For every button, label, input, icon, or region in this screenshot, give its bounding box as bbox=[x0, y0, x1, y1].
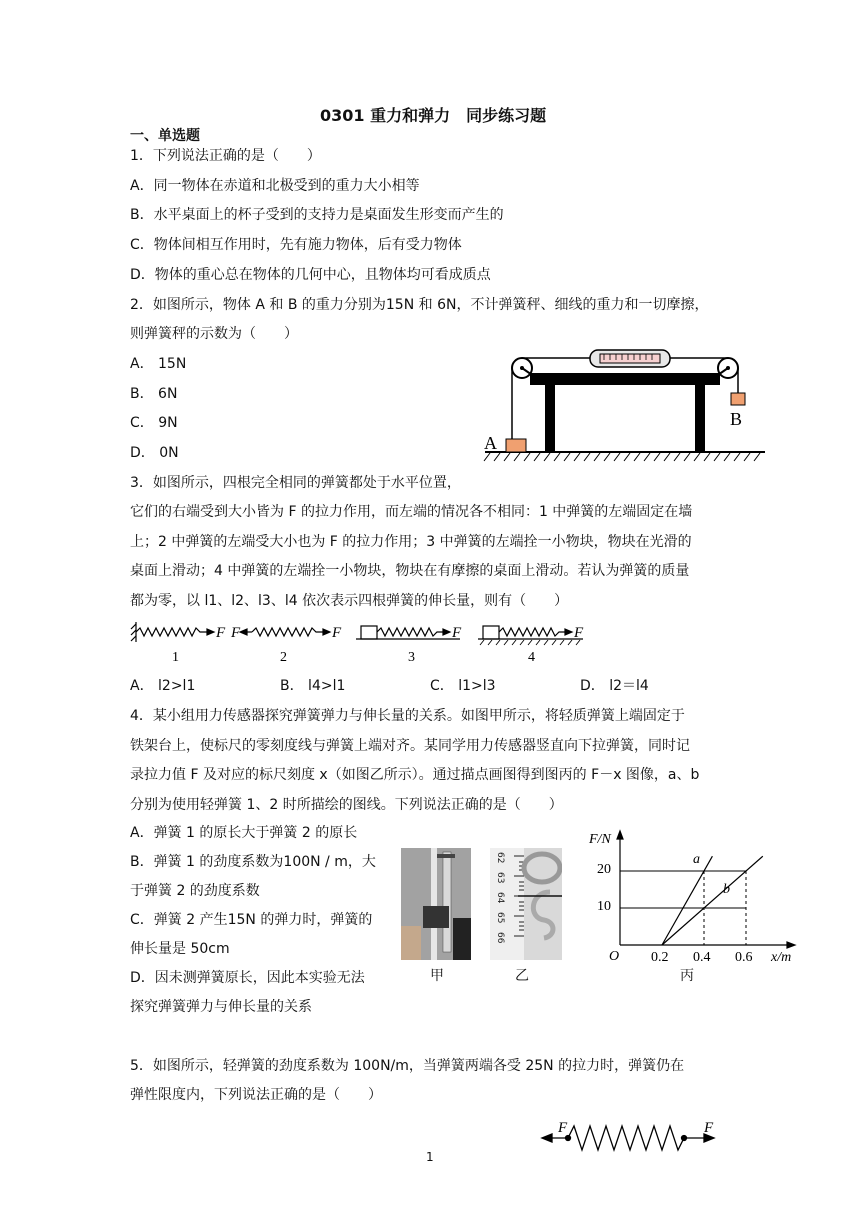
q4-stem-line4: 分别为使用轻弹簧 1、2 时所描绘的图线。下列说法正确的是（ ） bbox=[130, 797, 563, 813]
q4-stem-line2: 铁架台上，使标尺的零刻度线与弹簧上端对齐。某同学用力传感器竖直向下拉弹簧，同时记 bbox=[130, 738, 690, 754]
spring2-left-force-label: F bbox=[231, 625, 241, 641]
ruler-tick-66: 66 bbox=[495, 932, 505, 944]
spring4-force-label: F bbox=[574, 625, 584, 641]
graph-xtick-0.2: 0.2 bbox=[651, 950, 669, 965]
photo-jia bbox=[401, 848, 471, 960]
graph-line-a-label: a bbox=[693, 852, 700, 867]
q4-option-b-line1: B．弹簧 1 的劲度系数为100N / m，大 bbox=[130, 854, 376, 870]
ruler-tick-65: 65 bbox=[495, 912, 505, 924]
spring2-right-force-label: F bbox=[332, 625, 342, 641]
q3-option-a: A． l2>l1 bbox=[130, 678, 196, 694]
q3-stem-line5: 都为零，以 l1、l2、l3、l4 依次表示四根弹簧的伸长量，则有（ ） bbox=[130, 593, 569, 609]
block-a-label: A bbox=[484, 433, 497, 453]
q2-stem-line2: 则弹簧秤的示数为（ ） bbox=[130, 326, 298, 342]
graph-ytick-20: 20 bbox=[597, 862, 611, 877]
spring1-force-label: F bbox=[216, 625, 226, 641]
q2-option-a: A． 15N bbox=[130, 356, 187, 372]
photo-yi-ruler bbox=[490, 848, 562, 960]
q3-option-c: C． l1>l3 bbox=[430, 678, 496, 694]
page-title: 0301 重力和弹力 同步练习题 bbox=[320, 106, 547, 125]
q2-option-b: B． 6N bbox=[130, 386, 178, 402]
q3-stem-line3: 上；2 中弹簧的左端受大小也为 F 的拉力作用；3 中弹簧的左端拴一小物块，物块在光滑的 bbox=[130, 534, 692, 550]
table-pulley-figure bbox=[480, 345, 770, 467]
q4-option-b-line2: 于弹簧 2 的劲度系数 bbox=[130, 883, 260, 899]
graph-caption: 丙 bbox=[680, 968, 694, 984]
q4-option-a: A．弹簧 1 的原长大于弹簧 2 的原长 bbox=[130, 825, 358, 841]
q5-right-force-label: F bbox=[704, 1120, 714, 1136]
graph-series-b bbox=[662, 856, 763, 945]
q1-option-d: D．物体的重心总在物体的几何中心，且物体均可看成质点 bbox=[130, 267, 491, 283]
q5-stem-line1: 5．如图所示，轻弹簧的劲度系数为 100N/m，当弹簧两端各受 25N 的拉力时，弹簧仍在 bbox=[130, 1058, 685, 1074]
q3-option-d: D． l2＝l4 bbox=[580, 678, 649, 694]
block-b-label: B bbox=[730, 409, 743, 429]
graph-ylabel: F/N bbox=[589, 832, 611, 847]
q2-stem-line1: 2．如图所示，物体 A 和 B 的重力分别为15N 和 6N，不计弹簧秤、细线的重力和一切摩擦， bbox=[130, 297, 709, 313]
q3-stem-line2: 它们的右端受到大小皆为 F 的拉力作用，而左端的情况各不相同：1 中弹簧的左端固定在墙 bbox=[130, 504, 693, 520]
q1-stem: 1．下列说法正确的是（ ） bbox=[130, 148, 321, 164]
page-number: 1 bbox=[426, 1150, 434, 1164]
q4-option-d-line2: 探究弹簧弹力与伸长量的关系 bbox=[130, 999, 312, 1015]
q1-option-c: C．物体间相互作用时，先有施力物体，后有受力物体 bbox=[130, 237, 462, 253]
q3-stem-line1: 3．如图所示，四根完全相同的弹簧都处于水平位置， bbox=[130, 475, 461, 491]
ruler-tick-64: 64 bbox=[495, 892, 505, 904]
graph-series-a bbox=[662, 856, 712, 945]
graph-ytick-10: 10 bbox=[597, 899, 611, 914]
spring-two-forces-figure bbox=[538, 1118, 728, 1158]
four-springs-figure bbox=[128, 618, 598, 666]
q4-stem-line1: 4．某小组用力传感器探究弹簧弹力与伸长量的关系。如图甲所示，将轻质弹簧上端固定于 bbox=[130, 708, 685, 724]
q2-option-c: C． 9N bbox=[130, 415, 178, 431]
q3-option-b: B． l4>l1 bbox=[280, 678, 346, 694]
graph-origin: O bbox=[609, 949, 620, 964]
spring2-number: 2 bbox=[280, 650, 287, 665]
q4-option-c-line1: C．弹簧 2 产生15N 的弹力时，弹簧的 bbox=[130, 912, 373, 928]
spring1-number: 1 bbox=[172, 650, 179, 665]
graph-line-b-label: b bbox=[723, 882, 730, 897]
spring4-number: 4 bbox=[528, 650, 535, 665]
graph-xtick-0.4: 0.4 bbox=[693, 950, 711, 965]
graph-xtick-0.6: 0.6 bbox=[735, 950, 753, 965]
q2-option-d: D． 0N bbox=[130, 445, 179, 461]
f-x-graph bbox=[585, 825, 805, 985]
graph-xlabel: x/m bbox=[771, 950, 792, 965]
q5-stem-line2: 弹性限度内，下列说法正确的是（ ） bbox=[130, 1087, 382, 1103]
q4-stem-line3: 录拉力值 F 及对应的标尺刻度 x（如图乙所示）。通过描点画图得到图丙的 F－x 图像，a、b bbox=[130, 767, 700, 783]
section-heading: 一、单选题 bbox=[130, 128, 200, 144]
q5-left-force-label: F bbox=[558, 1120, 568, 1136]
q1-option-b: B．水平桌面上的杯子受到的支持力是桌面发生形变而产生的 bbox=[130, 207, 504, 223]
q4-option-c-line2: 伸长量是 50cm bbox=[130, 941, 230, 957]
q1-option-a: A．同一物体在赤道和北极受到的重力大小相等 bbox=[130, 178, 420, 194]
spring3-number: 3 bbox=[408, 650, 415, 665]
ruler-tick-63: 63 bbox=[495, 872, 505, 884]
ruler-tick-62: 62 bbox=[495, 852, 505, 864]
q3-stem-line4: 桌面上滑动；4 中弹簧的左端拴一小物块，物块在有摩擦的桌面上滑动。若认为弹簧的质量 bbox=[130, 563, 690, 579]
photo-yi-caption: 乙 bbox=[515, 968, 529, 984]
spring3-force-label: F bbox=[452, 625, 462, 641]
q4-option-d-line1: D．因未测弹簧原长，因此本实验无法 bbox=[130, 970, 365, 986]
photo-jia-caption: 甲 bbox=[430, 968, 444, 984]
